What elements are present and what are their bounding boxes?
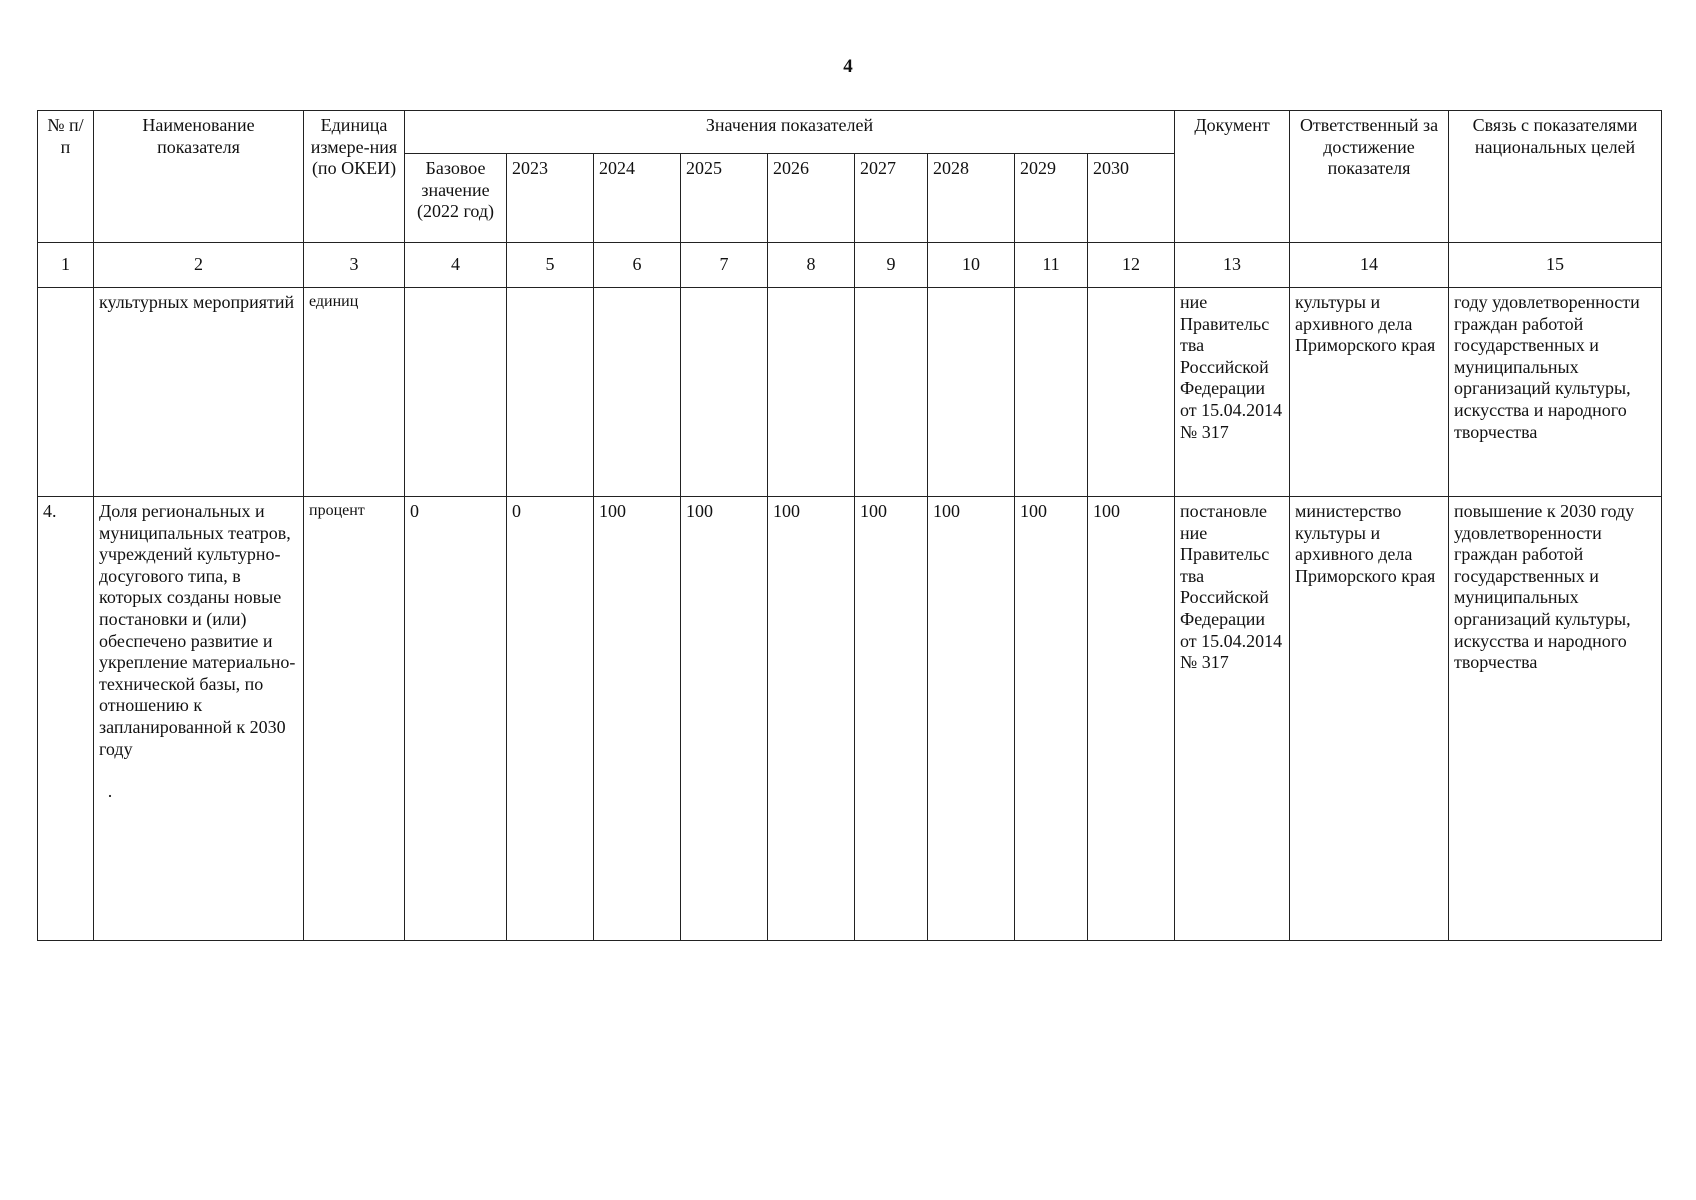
stray-mark: · <box>107 786 113 807</box>
column-number: 14 <box>1290 243 1449 288</box>
header-unit: Единица измере-ния (по ОКЕИ) <box>304 111 405 243</box>
header-no: № п/п <box>38 111 94 243</box>
indicator-unit: единиц <box>304 288 405 497</box>
column-number: 13 <box>1175 243 1290 288</box>
column-number: 5 <box>507 243 594 288</box>
column-number: 3 <box>304 243 405 288</box>
year-value: 0 <box>507 497 594 941</box>
column-number: 1 <box>38 243 94 288</box>
column-number: 7 <box>681 243 768 288</box>
responsible-cell: культуры и архивного дела Приморского края <box>1290 288 1449 497</box>
indicator-name-cell <box>94 497 304 941</box>
indicator-name: Доля региональных и муниципальных театров, учреждений культурно-досугового типа, в которых созданы новые постановки и (или) обеспечено развитие и укрепление материально-технической базы, по отношению к запланированной к 2030 году <box>99 501 296 759</box>
table-row-continued <box>38 288 1662 497</box>
column-number: 15 <box>1449 243 1662 288</box>
header-year: 2029 <box>1015 154 1088 243</box>
year-value: 100 <box>768 497 855 941</box>
document-cell: постановле ние Правительс тва Российской Федерации от 15.04.2014 № 317 <box>1175 497 1290 941</box>
column-number: 4 <box>405 243 507 288</box>
year-value: 100 <box>594 497 681 941</box>
base-value: 0 <box>405 497 507 941</box>
year-value <box>594 288 681 497</box>
header-year: 2028 <box>928 154 1015 243</box>
header-document: Документ <box>1175 111 1290 243</box>
national-goal-link-cell: году удовлетворенности граждан работой государственных и муниципальных организаций культуры, искусства и народного творчества <box>1449 288 1662 497</box>
page-number: 4 <box>843 56 853 77</box>
year-value: 100 <box>855 497 928 941</box>
column-number: 8 <box>768 243 855 288</box>
base-value <box>405 288 507 497</box>
year-value <box>681 288 768 497</box>
header-row-1 <box>38 111 1662 154</box>
indicator-name: культурных мероприятий <box>94 288 304 497</box>
national-goal-link-cell: повышение к 2030 году удовлетворенности граждан работой государственных и муниципальных организаций культуры, искусства и народного творчества <box>1449 497 1662 941</box>
year-value <box>1015 288 1088 497</box>
header-year: 2023 <box>507 154 594 243</box>
year-value: 100 <box>681 497 768 941</box>
year-value: 100 <box>928 497 1015 941</box>
year-value <box>928 288 1015 497</box>
column-number: 9 <box>855 243 928 288</box>
column-number: 6 <box>594 243 681 288</box>
responsible-cell: министерство культуры и архивного дела Приморского края <box>1290 497 1449 941</box>
column-number: 2 <box>94 243 304 288</box>
column-number: 12 <box>1088 243 1175 288</box>
column-number: 11 <box>1015 243 1088 288</box>
year-value <box>855 288 928 497</box>
header-link: Связь с показателями национальных целей <box>1449 111 1662 243</box>
header-values-group: Значения показателей <box>405 111 1175 154</box>
header-year: 2025 <box>681 154 768 243</box>
header-year: 2026 <box>768 154 855 243</box>
header-year: 2024 <box>594 154 681 243</box>
year-value <box>1088 288 1175 497</box>
header-year: 2030 <box>1088 154 1175 243</box>
year-value: 100 <box>1088 497 1175 941</box>
indicators-table <box>37 110 1662 941</box>
column-number-row <box>38 243 1662 288</box>
header-year: 2027 <box>855 154 928 243</box>
header-base: Базовое значение (2022 год) <box>405 154 507 243</box>
header-name: Наименование показателя <box>94 111 304 243</box>
document-cell: ние Правительс тва Российской Федерации от 15.04.2014 № 317 <box>1175 288 1290 497</box>
year-value <box>768 288 855 497</box>
header-responsible: Ответственный за достижение показателя <box>1290 111 1449 243</box>
year-value: 100 <box>1015 497 1088 941</box>
table-row <box>38 497 1662 941</box>
row-no: 4. <box>38 497 94 941</box>
year-value <box>507 288 594 497</box>
indicator-unit: процент <box>304 497 405 941</box>
row-no <box>38 288 94 497</box>
column-number: 10 <box>928 243 1015 288</box>
